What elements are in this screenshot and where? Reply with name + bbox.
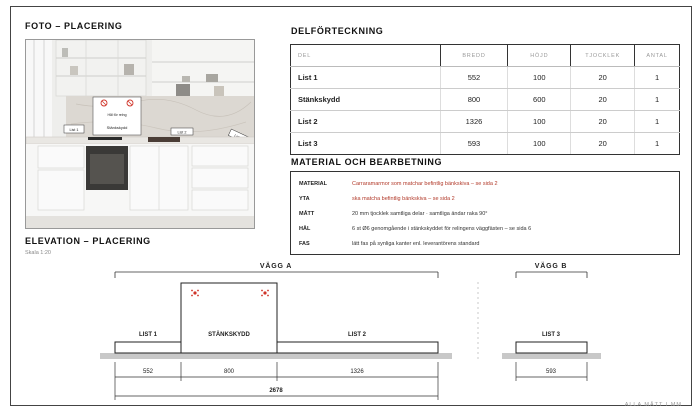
cell-quantity: 1 [635, 111, 680, 133]
col-header-quantity: ANTAL [635, 45, 680, 67]
col-header-part: DEL [291, 45, 441, 67]
cell-thickness: 20 [571, 67, 635, 89]
countertop-wall-a [100, 353, 452, 359]
dim-list3: 593 [545, 369, 557, 375]
cell-height: 100 [508, 67, 571, 89]
cell-thickness: 20 [571, 111, 635, 133]
cell-quantity: 1 [635, 89, 680, 111]
holes-value: 6 st Ø6 genomgående i stänkskyddet för relingens väggfästen – se sida 6 [352, 226, 532, 232]
cell-height: 100 [508, 111, 571, 133]
cell-height: 100 [508, 133, 571, 155]
list2-piece [277, 342, 438, 353]
dimensions-value: 20 mm tjocklek samtliga delar · samtliga ändar raka 90° [352, 211, 488, 217]
cell-part: Stänkskydd [291, 89, 441, 111]
list1-label: LIST 1 [138, 332, 158, 338]
parts-section-title: DELFÖRTECKNING [291, 26, 384, 36]
splash-label: STÄNKSKYDD [208, 332, 250, 338]
cell-height: 600 [508, 89, 571, 111]
surface-key: YTA [299, 196, 310, 202]
cell-width: 800 [440, 89, 508, 111]
chamfer-value: lätt fas på synliga kanter enl. leverantörens standard [352, 241, 480, 247]
cell-thickness: 20 [571, 89, 635, 111]
cell-part: List 1 [291, 67, 441, 89]
wall-b-bracket [516, 272, 587, 278]
material-key: MATERIAL [299, 181, 328, 187]
cell-part: List 3 [291, 133, 441, 155]
cell-width: 552 [440, 67, 508, 89]
dimensions-key: MÅTT [299, 211, 315, 217]
elevation-section-title: ELEVATION – PLACERING [25, 236, 151, 246]
photo-list1-label: List 1 [69, 128, 79, 132]
photo-list2-label: List 2 [177, 130, 187, 135]
dim-list2: 1326 [350, 369, 364, 375]
dim-splash: 800 [223, 369, 235, 375]
list2-label: LIST 2 [347, 332, 367, 338]
photo-hole-label: Hål för relng [107, 113, 127, 117]
cell-quantity: 1 [635, 67, 680, 89]
dimension-lines [115, 362, 587, 400]
wall-b-label: VÄGG B [534, 263, 568, 270]
photo-section-title: FOTO – PLACERING [25, 21, 123, 31]
chamfer-key: FAS [299, 241, 310, 247]
dim-list1: 552 [142, 369, 154, 375]
material-section-title: MATERIAL OCH BEARBETNING [291, 157, 443, 167]
material-value: Carraramarmor som matchar befintlig bänkskiva – se sida 2 [352, 181, 498, 187]
footer-note: ALLA MÅTT I MM [624, 402, 682, 408]
photo-splash-label: Stänkskydd [106, 125, 128, 130]
col-header-thickness: TJOCKLEK [571, 45, 635, 67]
wall-a-label: VÄGG A [259, 263, 293, 270]
surface-value: ska matcha befintlig bänkskiva – se sida 2 [352, 196, 455, 202]
list3-label: LIST 3 [541, 332, 561, 338]
list1-piece [115, 342, 181, 353]
cell-part: List 2 [291, 111, 441, 133]
cell-quantity: 1 [635, 133, 680, 155]
elevation-scale: Skala 1:20 [25, 250, 51, 256]
dim-total: 2678 [269, 388, 283, 394]
cell-thickness: 20 [571, 133, 635, 155]
list3-piece [516, 342, 587, 353]
countertop-wall-b [502, 353, 601, 359]
cell-width: 593 [440, 133, 508, 155]
cell-width: 1326 [440, 111, 508, 133]
col-header-height: HÖJD [508, 45, 571, 67]
wall-a-bracket [115, 272, 438, 278]
col-header-width: BREDD [440, 45, 508, 67]
holes-key: HÅL [299, 226, 311, 232]
